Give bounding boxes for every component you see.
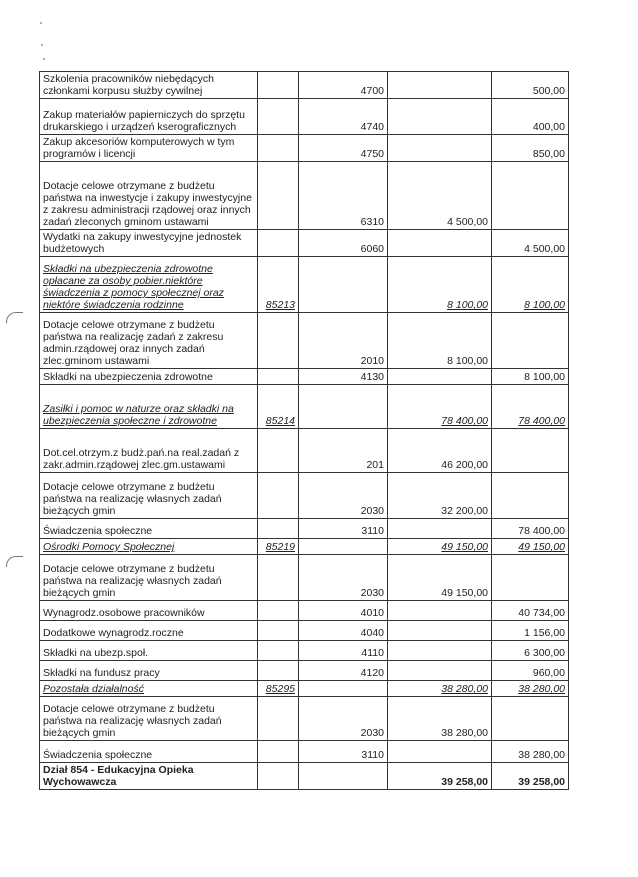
wydatki-text: 49 150,00 xyxy=(518,541,565,553)
paragraph-text: 4010 xyxy=(360,607,384,619)
description-text: Zakup akcesoriów komputerowych w tym programów i licencji xyxy=(43,136,235,160)
section-cell xyxy=(258,162,299,230)
description-cell xyxy=(40,681,258,697)
dotacje-text: 8 100,00 xyxy=(447,355,488,367)
paragraph-cell xyxy=(299,539,388,555)
wydatki-cell xyxy=(492,519,569,539)
dotacje-cell xyxy=(388,230,492,257)
dotacje-cell xyxy=(388,99,492,135)
section-cell xyxy=(258,72,299,99)
wydatki-cell xyxy=(492,72,569,99)
wydatki-cell xyxy=(492,230,569,257)
description-text: Dział 854 - Edukacyjna Opieka Wychowawcza xyxy=(43,764,194,788)
description-text: Dotacje celowe otrzymane z budżetu państwa na realizację własnych zadań bieżących gmin xyxy=(43,481,222,517)
section-cell xyxy=(258,601,299,621)
description-cell xyxy=(40,741,258,763)
description-text: Składki na fundusz pracy xyxy=(43,667,160,679)
description-cell xyxy=(40,135,258,162)
description-text: Składki na ubezpieczenia zdrowotne xyxy=(43,371,213,383)
section-cell xyxy=(258,621,299,641)
section-cell xyxy=(258,313,299,369)
dotacje-cell xyxy=(388,369,492,385)
table-row xyxy=(40,661,569,681)
dotacje-cell xyxy=(388,313,492,369)
table-row xyxy=(40,429,569,473)
paragraph-text: 4700 xyxy=(360,85,384,97)
wydatki-cell xyxy=(492,135,569,162)
dotacje-text: 32 200,00 xyxy=(441,505,488,517)
description-text: Dotacje celowe otrzymane z budżetu państwa na realizację zadań z zakresu admin.rządowej oraz innych zadań zlec.gminom ustawami xyxy=(43,319,224,367)
section-cell xyxy=(258,429,299,473)
wydatki-cell xyxy=(492,162,569,230)
wydatki-cell xyxy=(492,741,569,763)
description-cell xyxy=(40,621,258,641)
wydatki-text: 8 100,00 xyxy=(524,299,565,311)
description-cell xyxy=(40,519,258,539)
table-row xyxy=(40,741,569,763)
wydatki-cell xyxy=(492,99,569,135)
section-cell xyxy=(258,555,299,601)
margin-mark xyxy=(6,556,23,567)
dotacje-cell xyxy=(388,697,492,741)
paragraph-cell xyxy=(299,621,388,641)
section-text: 85219 xyxy=(265,541,295,553)
paragraph-text: 4040 xyxy=(360,627,384,639)
paragraph-cell xyxy=(299,313,388,369)
wydatki-text: 500,00 xyxy=(532,85,565,97)
description-cell xyxy=(40,641,258,661)
wydatki-cell xyxy=(492,601,569,621)
description-text: Dotacje celowe otrzymane z budżetu państwa na realizację własnych zadań bieżących gmin xyxy=(43,703,222,739)
wydatki-cell xyxy=(492,473,569,519)
section-cell xyxy=(258,741,299,763)
table-row xyxy=(40,230,569,257)
description-cell xyxy=(40,313,258,369)
paragraph-cell xyxy=(299,697,388,741)
description-cell xyxy=(40,385,258,429)
description-text: Świadczenia społeczne xyxy=(43,749,153,761)
section-cell xyxy=(258,99,299,135)
section-cell xyxy=(258,697,299,741)
chapter-row xyxy=(40,385,569,429)
wydatki-cell xyxy=(492,763,569,790)
paragraph-text: 4120 xyxy=(360,667,384,679)
paragraph-text: 6060 xyxy=(360,243,384,255)
description-cell xyxy=(40,72,258,99)
dotacje-text: 38 280,00 xyxy=(441,683,488,695)
wydatki-cell xyxy=(492,369,569,385)
dotacje-text: 49 150,00 xyxy=(441,587,488,599)
section-cell xyxy=(258,473,299,519)
section-text: 85214 xyxy=(265,415,295,427)
dotacje-cell xyxy=(388,257,492,313)
table-row xyxy=(40,313,569,369)
table-row xyxy=(40,72,569,99)
paragraph-cell xyxy=(299,555,388,601)
wydatki-text: 850,00 xyxy=(532,148,565,160)
description-text: Pozostała działalność xyxy=(43,683,144,695)
wydatki-text: 38 280,00 xyxy=(518,749,565,761)
paragraph-text: 2030 xyxy=(360,587,384,599)
paragraph-cell xyxy=(299,763,388,790)
dotacje-cell xyxy=(388,641,492,661)
description-cell xyxy=(40,230,258,257)
dotacje-cell xyxy=(388,135,492,162)
paragraph-cell xyxy=(299,429,388,473)
paragraph-cell xyxy=(299,72,388,99)
paragraph-cell xyxy=(299,99,388,135)
wydatki-text: 40 734,00 xyxy=(518,607,565,619)
description-text: Świadczenia społeczne xyxy=(43,525,153,537)
description-text: Wynagrodz.osobowe pracowników xyxy=(43,607,205,619)
paragraph-cell xyxy=(299,162,388,230)
description-text: Zasiłki i pomoc w naturze oraz składki na ubezpieczenia społeczne i zdrowotne xyxy=(43,403,234,427)
description-text: Dotacje celowe otrzymane z budżetu państwa na realizację własnych zadań bieżących gmin xyxy=(43,563,222,599)
wydatki-cell xyxy=(492,681,569,697)
dotacje-text: 46 200,00 xyxy=(441,459,488,471)
description-cell xyxy=(40,539,258,555)
section-cell xyxy=(258,385,299,429)
dotacje-cell xyxy=(388,601,492,621)
paragraph-text: 6310 xyxy=(360,216,384,228)
division-row xyxy=(40,763,569,790)
wydatki-cell xyxy=(492,429,569,473)
wydatki-text: 38 280,00 xyxy=(518,683,565,695)
description-cell xyxy=(40,162,258,230)
paragraph-cell xyxy=(299,369,388,385)
section-cell xyxy=(258,369,299,385)
paragraph-text: 4130 xyxy=(360,371,384,383)
section-cell xyxy=(258,681,299,697)
wydatki-text: 39 258,00 xyxy=(518,776,565,788)
table-row xyxy=(40,601,569,621)
dotacje-cell xyxy=(388,473,492,519)
table-row xyxy=(40,641,569,661)
wydatki-text: 1 156,00 xyxy=(524,627,565,639)
paragraph-cell xyxy=(299,681,388,697)
description-text: Zakup materiałów papierniczych do sprzętu drukarskiego i urządzeń kserograficznych xyxy=(43,109,245,133)
section-cell xyxy=(258,661,299,681)
section-text: 85295 xyxy=(265,683,295,695)
table-row xyxy=(40,621,569,641)
paragraph-text: 2010 xyxy=(360,355,384,367)
wydatki-cell xyxy=(492,555,569,601)
chapter-row xyxy=(40,257,569,313)
dotacje-text: 8 100,00 xyxy=(447,299,488,311)
description-text: Ośrodki Pomocy Społecznej xyxy=(43,541,175,553)
dotacje-cell xyxy=(388,429,492,473)
wydatki-cell xyxy=(492,621,569,641)
chapter-row xyxy=(40,539,569,555)
description-cell xyxy=(40,661,258,681)
paragraph-text: 2030 xyxy=(360,505,384,517)
dotacje-cell xyxy=(388,661,492,681)
paragraph-cell xyxy=(299,473,388,519)
paragraph-cell xyxy=(299,741,388,763)
wydatki-text: 960,00 xyxy=(532,667,565,679)
description-cell xyxy=(40,99,258,135)
description-cell xyxy=(40,429,258,473)
paragraph-cell xyxy=(299,519,388,539)
wydatki-cell xyxy=(492,385,569,429)
description-cell xyxy=(40,369,258,385)
description-text: Składki na ubezpieczenia zdrowotne opłacane za osoby pobier.niektóre świadczenia z pomocy społecznej oraz niektóre świadczenia rodzinne xyxy=(43,263,224,311)
description-cell xyxy=(40,257,258,313)
paragraph-cell xyxy=(299,385,388,429)
wydatki-text: 400,00 xyxy=(532,121,565,133)
paragraph-text: 2030 xyxy=(360,727,384,739)
paragraph-text: 4110 xyxy=(361,647,384,659)
dotacje-cell xyxy=(388,162,492,230)
dotacje-cell xyxy=(388,539,492,555)
dotacje-cell xyxy=(388,621,492,641)
chapter-row xyxy=(40,681,569,697)
paragraph-text: 3110 xyxy=(361,749,384,761)
wydatki-text: 6 300,00 xyxy=(524,647,565,659)
wydatki-cell xyxy=(492,661,569,681)
paragraph-cell xyxy=(299,230,388,257)
section-text: 85213 xyxy=(265,299,295,311)
dotacje-cell xyxy=(388,763,492,790)
dotacje-cell xyxy=(388,681,492,697)
margin-mark xyxy=(6,312,23,323)
paragraph-cell xyxy=(299,661,388,681)
dotacje-text: 38 280,00 xyxy=(441,727,488,739)
description-cell xyxy=(40,555,258,601)
description-cell xyxy=(40,697,258,741)
description-cell xyxy=(40,763,258,790)
wydatki-text: 4 500,00 xyxy=(524,243,565,255)
section-cell xyxy=(258,257,299,313)
description-text: Wydatki na zakupy inwestycyjne jednostek budżetowych xyxy=(43,231,242,255)
table-row xyxy=(40,369,569,385)
wydatki-cell xyxy=(492,539,569,555)
paragraph-cell xyxy=(299,135,388,162)
description-cell xyxy=(40,601,258,621)
paragraph-cell xyxy=(299,641,388,661)
table-row xyxy=(40,162,569,230)
section-cell xyxy=(258,641,299,661)
paragraph-cell xyxy=(299,257,388,313)
dotacje-text: 4 500,00 xyxy=(447,216,488,228)
table-row xyxy=(40,519,569,539)
description-cell xyxy=(40,473,258,519)
paragraph-text: 4750 xyxy=(360,148,384,160)
section-cell xyxy=(258,135,299,162)
table-row xyxy=(40,135,569,162)
dotacje-cell xyxy=(388,555,492,601)
table-row xyxy=(40,473,569,519)
paragraph-text: 3110 xyxy=(361,525,384,537)
wydatki-text: 8 100,00 xyxy=(524,371,565,383)
dotacje-cell xyxy=(388,741,492,763)
wydatki-cell xyxy=(492,641,569,661)
description-text: Składki na ubezp.społ. xyxy=(43,647,149,659)
wydatki-cell xyxy=(492,313,569,369)
wydatki-text: 78 400,00 xyxy=(518,525,565,537)
section-cell xyxy=(258,539,299,555)
section-cell xyxy=(258,230,299,257)
description-text: Dot.cel.otrzym.z budż.pań.na real.zadań z zakr.admin.rządowej zlec.gm.ustawami xyxy=(43,447,240,471)
paragraph-cell xyxy=(299,601,388,621)
section-cell xyxy=(258,763,299,790)
dotacje-text: 49 150,00 xyxy=(441,541,488,553)
description-text: Dodatkowe wynagrodz.roczne xyxy=(43,627,184,639)
description-text: Szkolenia pracowników niebędących członkami korpusu służby cywilnej xyxy=(43,73,215,97)
description-text: Dotacje celowe otrzymane z budżetu państwa na inwestycje i zakupy inwestycyjne z zakresu administracji rządowej oraz innych zadań zleconych gminom ustawami xyxy=(43,180,252,228)
table-row xyxy=(40,555,569,601)
dotacje-cell xyxy=(388,72,492,99)
wydatki-cell xyxy=(492,697,569,741)
table-row xyxy=(40,99,569,135)
wydatki-text: 78 400,00 xyxy=(518,415,565,427)
dotacje-text: 39 258,00 xyxy=(441,776,488,788)
paragraph-text: 201 xyxy=(366,459,384,471)
wydatki-cell xyxy=(492,257,569,313)
dotacje-cell xyxy=(388,519,492,539)
paragraph-text: 4740 xyxy=(360,121,384,133)
section-cell xyxy=(258,519,299,539)
table-row xyxy=(40,697,569,741)
budget-table xyxy=(39,71,569,790)
dotacje-text: 78 400,00 xyxy=(441,415,488,427)
budget-table-body xyxy=(40,72,569,790)
dotacje-cell xyxy=(388,385,492,429)
